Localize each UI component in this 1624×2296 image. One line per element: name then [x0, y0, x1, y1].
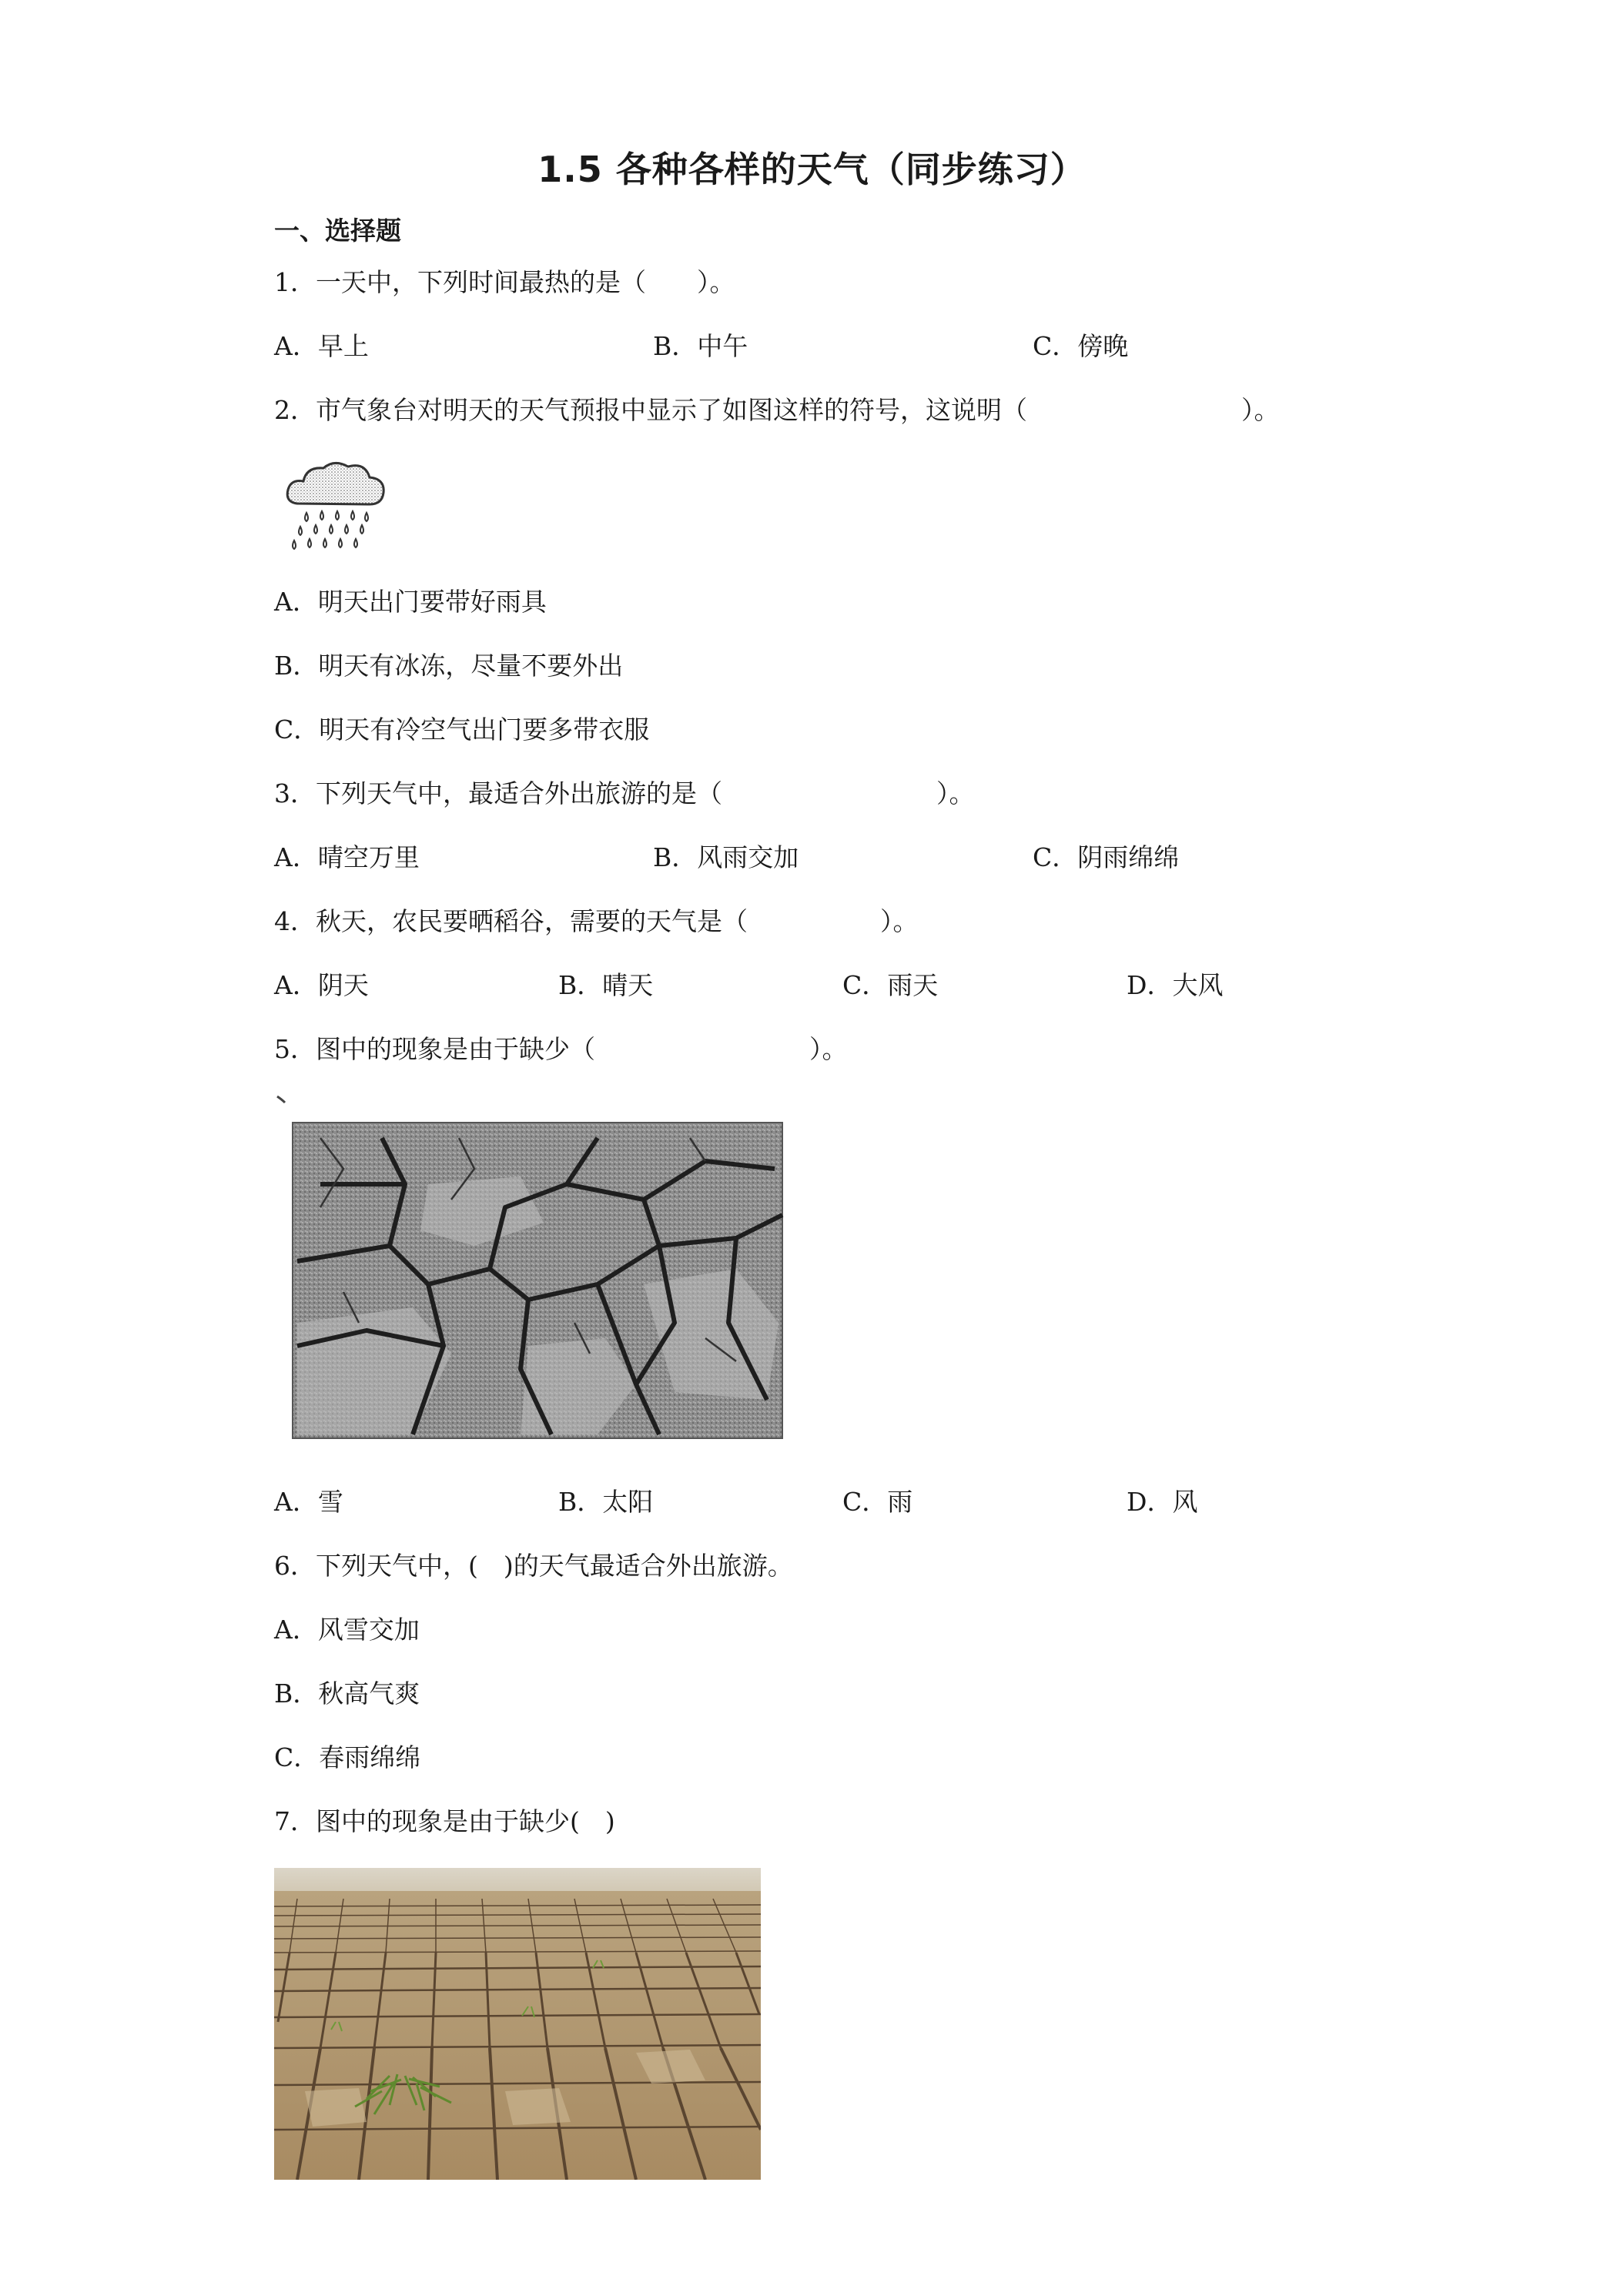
question-2-stem	[274, 391, 1280, 430]
question-5-stem	[274, 1030, 848, 1069]
question-5-stem-end: ）。	[809, 1034, 848, 1064]
question-5-stem-text: 5．图中的现象是由于缺少（	[274, 1034, 595, 1064]
question-6-option-b[interactable]: B．秋高气爽	[274, 1678, 420, 1709]
question-6-option-c[interactable]: C．春雨绵绵	[274, 1742, 421, 1772]
question-3-option-b[interactable]: B．风雨交加	[653, 842, 799, 872]
question-1-option-c[interactable]: C．傍晚	[1033, 331, 1129, 361]
question-6-stem: 6．下列天气中，( )的天气最适合外出旅游。	[274, 1551, 793, 1581]
question-3-option-a[interactable]: A．晴空万里	[274, 842, 420, 872]
question-2-stem-end: ）。	[1241, 395, 1280, 425]
question-4-stem	[274, 902, 919, 941]
page-title: 1.5 各种各样的天气（同步练习）	[537, 149, 1087, 190]
question-1-option-b[interactable]: B．中午	[653, 331, 748, 361]
question-2-option-a[interactable]: A．明天出门要带好雨具	[274, 587, 547, 617]
question-1-stem: 1．一天中，下列时间最热的是（ ）。	[274, 267, 735, 297]
question-3-stem-text: 3．下列天气中，最适合外出旅游的是（	[274, 778, 722, 808]
section-heading: 一、选择题	[274, 216, 401, 246]
question-5-option-c[interactable]: C．雨	[842, 1487, 913, 1517]
question-3-stem-end: ）。	[936, 778, 975, 808]
rain-cloud-icon	[282, 456, 390, 560]
question-7-stem: 7．图中的现象是由于缺少( )	[274, 1806, 615, 1836]
question-3-stem	[274, 775, 975, 813]
question-4-stem-text: 4．秋天，农民要晒稻谷，需要的天气是（	[274, 906, 748, 936]
question-3-option-c[interactable]: C．阴雨绵绵	[1033, 842, 1180, 872]
question-4-option-b[interactable]: B．晴天	[558, 970, 654, 1000]
question-2-option-c[interactable]: C．明天有冷空气出门要多带衣服	[274, 715, 650, 745]
question-1-option-a[interactable]: A．早上	[274, 331, 369, 361]
question-2-option-b[interactable]: B．明天有冰冻，尽量不要外出	[274, 651, 624, 681]
cracked-earth-color-image	[274, 1868, 761, 2180]
cracked-earth-grayscale-image	[274, 1092, 801, 1446]
question-2-stem-text: 2．市气象台对明天的天气预报中显示了如图这样的符号，这说明（	[274, 395, 1027, 425]
question-4-option-c[interactable]: C．雨天	[842, 970, 939, 1000]
question-4-stem-end: ）。	[880, 906, 919, 936]
question-6-option-a[interactable]: A．风雪交加	[274, 1615, 420, 1645]
question-5-option-a[interactable]: A．雪	[274, 1487, 343, 1517]
question-5-option-d[interactable]: D．风	[1127, 1487, 1198, 1517]
question-5-option-b[interactable]: B．太阳	[558, 1487, 654, 1517]
question-4-option-d[interactable]: D．大风	[1127, 970, 1224, 1000]
question-4-option-a[interactable]: A．阴天	[274, 970, 369, 1000]
